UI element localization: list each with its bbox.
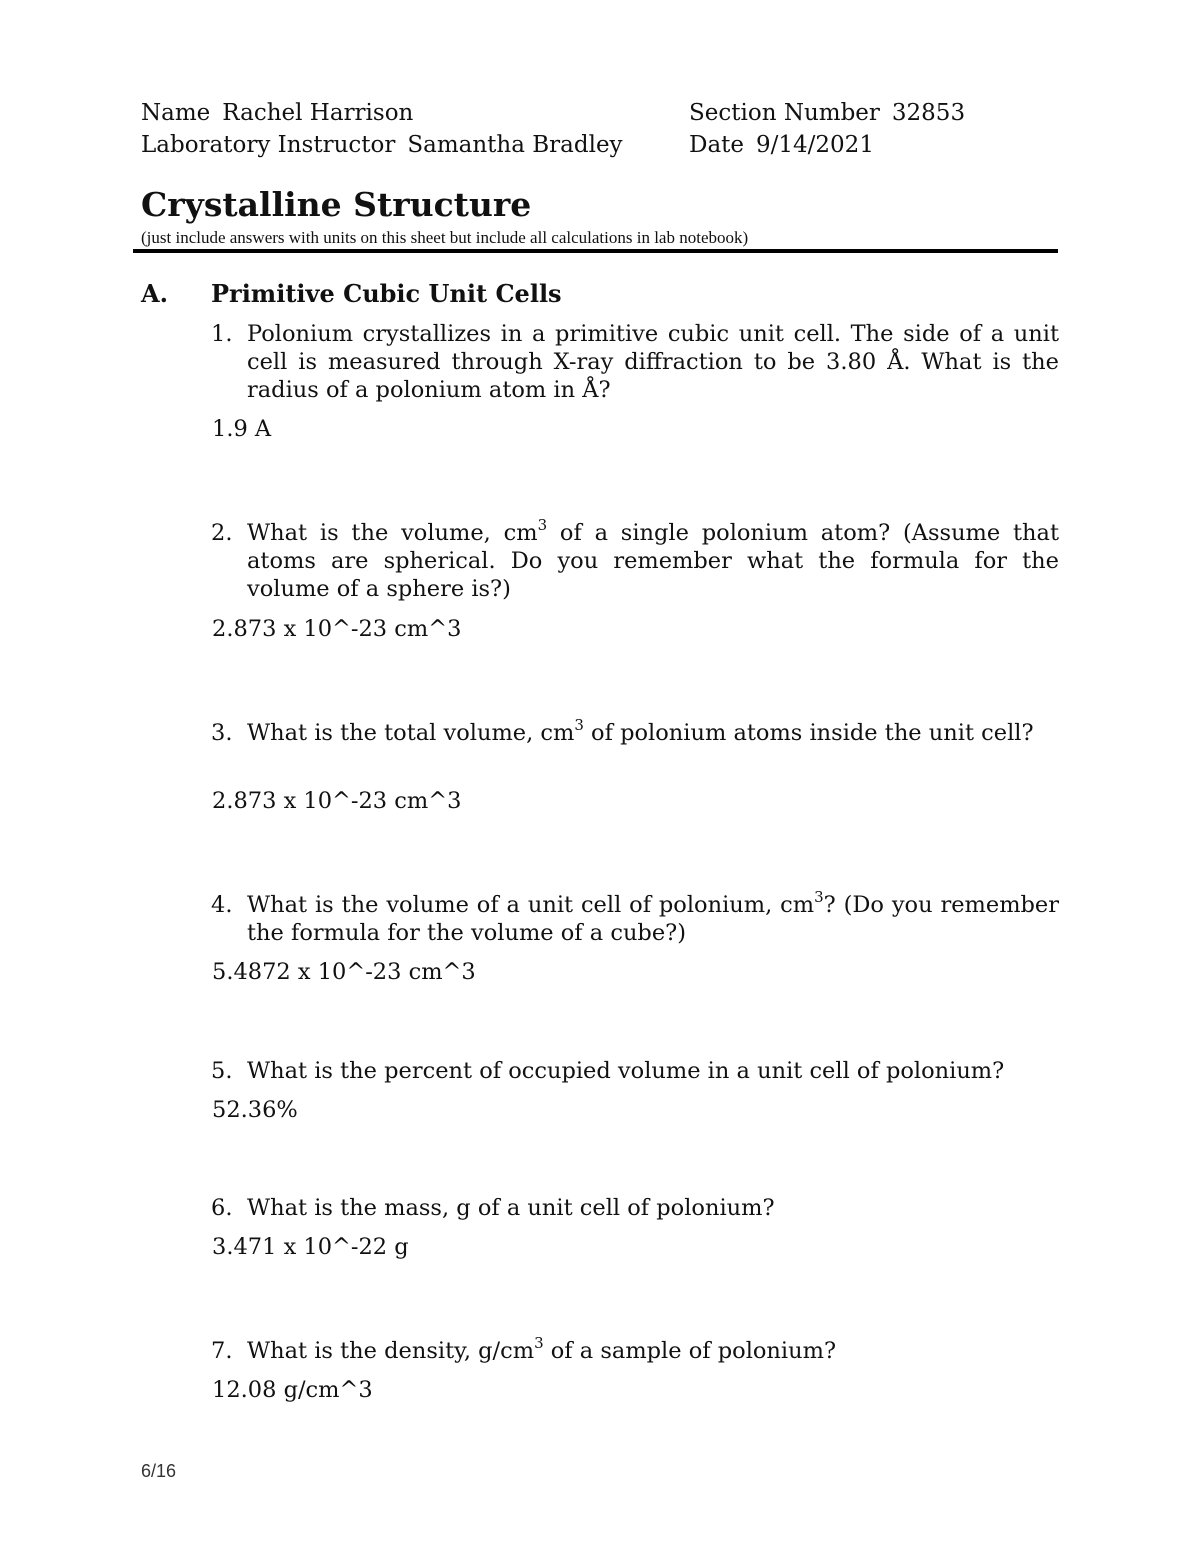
superscript: 3	[537, 516, 548, 534]
section-letter: A.	[141, 279, 168, 308]
section-number-value: 32853	[891, 100, 966, 126]
question-number: 2.	[211, 520, 233, 546]
instructor-line	[141, 129, 623, 161]
answer-3: 2.873 x 10^-23 cm^3	[212, 788, 462, 814]
question-4	[211, 888, 1059, 947]
section-title: Primitive Cubic Unit Cells	[211, 279, 562, 308]
question-3	[211, 716, 1059, 747]
answer-5: 52.36%	[212, 1097, 298, 1123]
answer-4: 5.4872 x 10^-23 cm^3	[212, 959, 476, 985]
page-title: Crystalline Structure	[141, 185, 532, 224]
superscript: 3	[574, 716, 584, 734]
date-line	[689, 129, 874, 161]
question-text: What is the mass, g of a unit cell of polonium?	[247, 1195, 775, 1221]
question-text: Polonium crystallizes in a primitive cubic unit cell. The side of a unit cell is measured through X-ray diffraction to be 3.80 Å. What is the radius of a polonium atom in Å?	[247, 321, 1059, 403]
date-value: 9/14/2021	[756, 132, 874, 158]
question-7	[211, 1334, 1059, 1365]
question-number: 1.	[211, 321, 233, 347]
superscript: 3	[814, 888, 824, 906]
question-text: What is the density, $g/cm^3$ of a sample of polonium?	[247, 1334, 837, 1364]
page-number: 6/16	[141, 1461, 177, 1481]
instructor-value: Samantha Bradley	[407, 132, 623, 158]
superscript: 3	[534, 1334, 544, 1352]
section-number-label: Section Number	[689, 100, 880, 126]
question-text: What is the total volume, $cm^3$ of polonium atoms inside the unit cell?	[247, 716, 1034, 746]
date-label: Date	[689, 132, 745, 158]
answer-6: 3.471 x 10^-22 g	[212, 1234, 409, 1260]
question-number: 6.	[211, 1195, 233, 1221]
question-text: What is the volume of a unit cell of polonium, $cm^3$? (Do you remember the formula for the volume of a cube?)	[247, 888, 1059, 946]
question-6	[211, 1194, 1059, 1222]
question-text: What is the percent of occupied volume in a unit cell of polonium?	[247, 1058, 1005, 1084]
question-text: What is the volume, $cm^3$ of a single polonium atom? (Assume that atoms are spherical. Do you remember what the formula for the volume of a sphere is?)	[247, 516, 1060, 602]
student-name-line	[141, 97, 413, 129]
instructor-label: Laboratory Instructor	[141, 132, 396, 158]
title-rule	[133, 249, 1058, 253]
name-value: Rachel Harrison	[222, 100, 414, 126]
answer-7: 12.08 g/cm^3	[212, 1377, 373, 1403]
question-number: 4.	[211, 892, 233, 918]
question-1	[211, 320, 1059, 404]
name-label: Name	[141, 100, 211, 126]
question-number: 3.	[211, 720, 233, 746]
question-5	[211, 1057, 1059, 1085]
section-number-line	[689, 97, 965, 129]
answer-1: 1.9 A	[212, 416, 272, 442]
question-number: 7.	[211, 1338, 233, 1364]
question-2	[211, 516, 1060, 603]
question-number: 5.	[211, 1058, 233, 1084]
answer-2: 2.873 x 10^-23 cm^3	[212, 616, 462, 642]
page-subtitle: (just include answers with units on this sheet but include all calculations in lab notebook)	[141, 228, 749, 247]
